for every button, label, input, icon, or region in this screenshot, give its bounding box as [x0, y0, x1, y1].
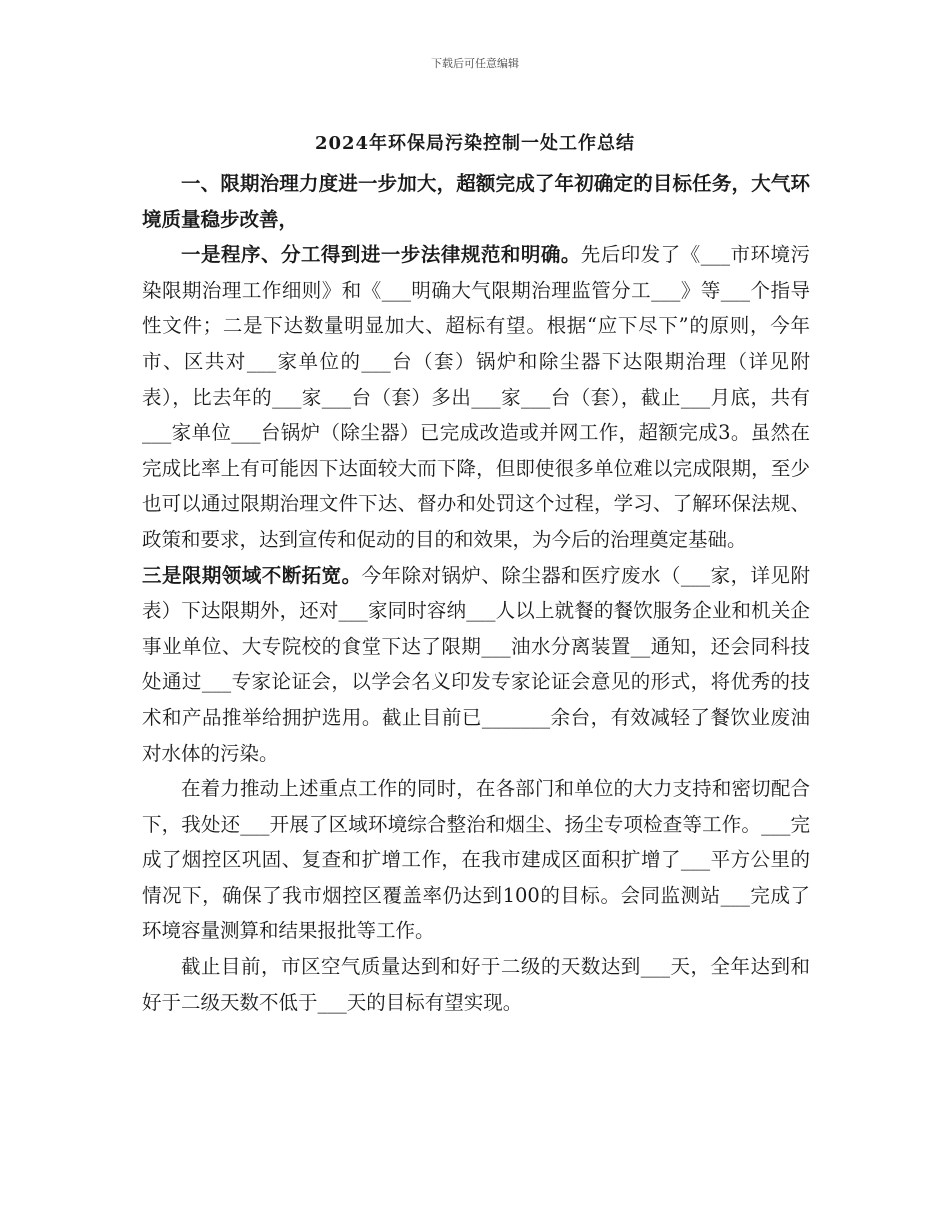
header-note: 下载后可任意编辑 [431, 57, 519, 70]
paragraph-scope [142, 558, 810, 772]
paragraph-text: 今年除对锅炉、除尘器和医疗废水（___家，详见附表）下达限期外，还对___家同时容纳___人以上就餐的餐饮服务企业和机关企事业单位、大专院校的食堂下达了限期___油水分离装置__通知，还会同科技处通过___专家论证会，以学会名义印发专家论证会意见的形式，将优秀的技术和产品推举给拥护选用。截止目前已_______余台，有效减轻了餐饮业废油对水体的污染。 [142, 563, 810, 765]
paragraph-lead: 三是限期领域不断拓宽。 [142, 563, 362, 587]
paragraph-air-quality: 截止目前，市区空气质量达到和好于二级的天数达到___天，全年达到和好于二级天数不低于___天的目标有望实现。 [142, 955, 810, 1014]
document-body [142, 166, 810, 1020]
paragraph-procedure [142, 237, 810, 557]
section-heading: 一、限期治理力度进一步加大，超额完成了年初确定的目标任务，大气环境质量稳步改善， [142, 172, 810, 231]
paragraph-lead: 一是程序、分工得到进一步法律规范和明确。 [181, 243, 581, 267]
paragraph-text: 先后印发了《___市环境污染限期治理工作细则》和《___明确大气限期治理监管分工___》等___个指导性文件；二是下达数量明显加大、超标有望。根据“应下尽下”的原则，今年市、区共对___家单位的___台（套）锅炉和除尘器下达限期治理（详见附表），比去年的___家___台（套）多出___家___台（套），截止___月底，共有___家单位___台锅炉（除尘器）已完成改造或并网工作，超额完成3。虽然在完成比率上有可能因下达面较大而下降，但即使很多单位难以完成限期，至少也可以通过限期治理文件下达、督办和处罚这个过程，学习、了解环保法规、政策和要求，达到宣传和促动的目的和效果，为今后的治理奠定基础。 [142, 243, 810, 551]
document-title: 2024年环保局污染控制一处工作总结 [314, 133, 636, 154]
paragraph-other-work: 在着力推动上述重点工作的同时，在各部门和单位的大力支持和密切配合下，我处还___开展了区域环境综合整治和烟尘、扬尘专项检查等工作。___完成了烟控区巩固、复查和扩增工作，在我市建成区面积扩增了___平方公里的情况下，确保了我市烟控区覆盖率仍达到100的目标。会同监测站___完成了环境容量测算和结果报批等工作。 [142, 777, 810, 943]
